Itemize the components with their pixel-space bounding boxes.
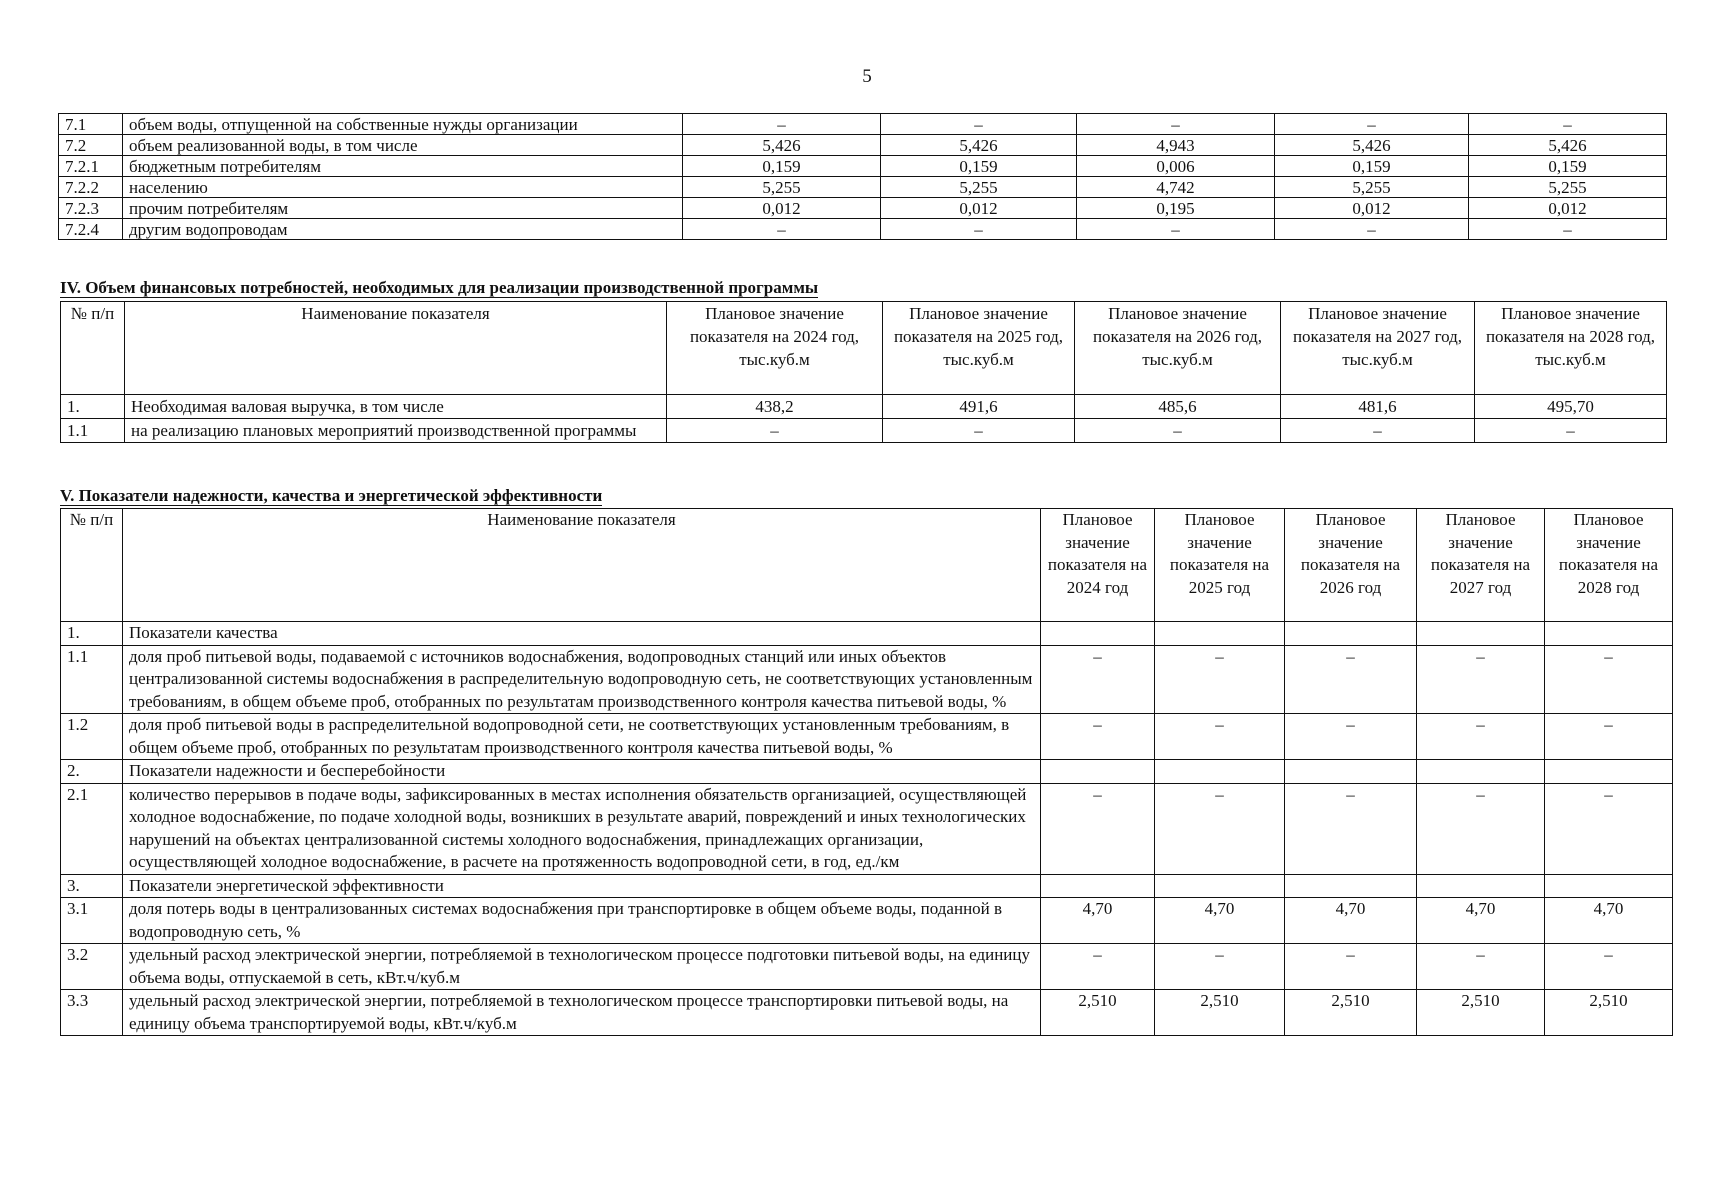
header-plan-value: Плановое значение показателя на 2027 год, тыс.куб.м [1281,302,1475,395]
row-value: 4,70 [1285,898,1417,944]
row-value: 2,510 [1041,990,1155,1036]
row-indicator-name: населению [123,177,683,198]
row-value: 0,012 [1469,198,1667,219]
row-value: 495,70 [1475,395,1667,419]
table-row [59,135,1667,156]
row-value: – [1469,114,1667,135]
table-row [61,783,1673,874]
row-value: – [1075,419,1281,443]
table-row [59,114,1667,135]
row-value: 2,510 [1545,990,1673,1036]
row-value [1545,622,1673,646]
row-value: 0,159 [1275,156,1469,177]
row-value: 0,012 [683,198,881,219]
row-number: 3.1 [61,898,123,944]
row-value [1041,874,1155,898]
row-value: – [1285,944,1417,990]
row-indicator-name: Показатели качества [123,622,1041,646]
header-row [61,509,1673,622]
row-value: – [1155,783,1285,874]
header-number: № п/п [61,302,125,395]
row-value [1041,622,1155,646]
row-value: – [1469,219,1667,240]
row-value: – [1077,219,1275,240]
row-value: 0,012 [881,198,1077,219]
row-value [1155,874,1285,898]
row-value: 0,159 [881,156,1077,177]
row-value: – [1041,783,1155,874]
table-row [61,944,1673,990]
reliability-quality-table [60,508,1673,1036]
row-indicator-name: Показатели энергетической эффективности [123,874,1041,898]
row-number: 7.2 [59,135,123,156]
row-number: 3. [61,874,123,898]
row-value: 5,255 [1469,177,1667,198]
table-row [59,219,1667,240]
row-number: 1.1 [61,645,123,714]
header-indicator-name: Наименование показателя [125,302,667,395]
table-row [61,898,1673,944]
table-row [59,156,1667,177]
row-value: 4,70 [1417,898,1545,944]
table-row [61,395,1667,419]
row-indicator-name: доля проб питьевой воды, подаваемой с источников водоснабжения, водопроводных станций или иных объектов централизованной системы водоснабжения в распределительную водопроводную сеть, не соответствующих установленным требованиям, в общем объеме проб, отобранных по результатам производственного контроля качества питьевой воды, % [123,645,1041,714]
row-indicator-name: прочим потребителям [123,198,683,219]
row-value: – [883,419,1075,443]
row-value [1285,760,1417,784]
row-value: 481,6 [1281,395,1475,419]
row-value: 0,159 [1469,156,1667,177]
row-value: – [1281,419,1475,443]
row-value: – [1285,783,1417,874]
row-indicator-name: на реализацию плановых мероприятий производственной программы [125,419,667,443]
row-number: 7.2.4 [59,219,123,240]
row-value: 5,255 [1275,177,1469,198]
row-value [1285,622,1417,646]
row-indicator-name: объем воды, отпущенной на собственные нужды организации [123,114,683,135]
row-value: 4,943 [1077,135,1275,156]
row-value: – [1417,944,1545,990]
header-plan-value: Плановое значение показателя на 2024 год [1041,509,1155,622]
table-row [61,990,1673,1036]
header-plan-value: Плановое значение показателя на 2028 год [1545,509,1673,622]
row-indicator-name: Показатели надежности и бесперебойности [123,760,1041,784]
financial-needs-table-body [61,302,1667,443]
row-value [1417,760,1545,784]
row-value: 0,006 [1077,156,1275,177]
row-number: 1.1 [61,419,125,443]
row-value: – [1475,419,1667,443]
section-5-title: V. Показатели надежности, качества и энергетической эффективности [60,486,603,505]
row-value: – [881,114,1077,135]
row-value: 4,70 [1545,898,1673,944]
water-volume-table-body [59,114,1667,240]
row-indicator-name: удельный расход электрической энергии, потребляемой в технологическом процессе подготовки питьевой воды, на единицу объема воды, отпускаемой в сеть, кВт.ч/куб.м [123,944,1041,990]
financial-needs-table [60,301,1667,443]
row-value: 2,510 [1417,990,1545,1036]
row-indicator-name: другим водопроводам [123,219,683,240]
row-value [1155,622,1285,646]
row-value: – [1155,714,1285,760]
row-value: 4,742 [1077,177,1275,198]
row-indicator-name: количество перерывов в подаче воды, зафиксированных в местах исполнения обязательств организацией, осуществляющей холодное водоснабжение, по подаче холодной воды, возникших в результате аварий, повреждений и иных технологических нарушений на объектах централизованной системы холодного водоснабжения, принадлежащих организации, осуществляющей холодное водоснабжение, в расчете на протяженность водопроводной сети, в год, ед./км [123,783,1041,874]
row-value: – [1417,645,1545,714]
row-value: – [1275,219,1469,240]
row-value [1041,760,1155,784]
row-value: – [1545,645,1673,714]
row-value: – [683,114,881,135]
row-value: 5,426 [1275,135,1469,156]
row-indicator-name: доля потерь воды в централизованных системах водоснабжения при транспортировке в общем объеме воды, поданной в водопроводную сеть, % [123,898,1041,944]
section-4-title: IV. Объем финансовых потребностей, необходимых для реализации производственной программы [60,278,819,297]
row-value: 4,70 [1041,898,1155,944]
row-indicator-name: доля проб питьевой воды в распределительной водопроводной сети, не соответствующих установленным требованиям, в общем объеме проб, отобранных по результатам производственного контроля качества питьевой воды, % [123,714,1041,760]
row-value [1545,874,1673,898]
header-row [61,302,1667,395]
row-value: – [1545,714,1673,760]
table-row [61,714,1673,760]
row-number: 7.2.2 [59,177,123,198]
table-row [61,874,1673,898]
row-value: – [1275,114,1469,135]
row-value: – [1285,645,1417,714]
row-value: 5,255 [881,177,1077,198]
header-plan-value: Плановое значение показателя на 2028 год, тыс.куб.м [1475,302,1667,395]
row-value: 2,510 [1155,990,1285,1036]
row-indicator-name: объем реализованной воды, в том числе [123,135,683,156]
row-value: 5,426 [683,135,881,156]
row-value: – [1417,714,1545,760]
row-number: 3.2 [61,944,123,990]
row-value: – [1285,714,1417,760]
header-indicator-name: Наименование показателя [123,509,1041,622]
table-row [61,419,1667,443]
page-number: 5 [862,66,872,87]
header-plan-value: Плановое значение показателя на 2026 год, тыс.куб.м [1075,302,1281,395]
row-value: – [1041,944,1155,990]
table-row [61,645,1673,714]
row-value: 5,426 [1469,135,1667,156]
row-value [1545,760,1673,784]
row-value: 438,2 [667,395,883,419]
row-value: – [1041,645,1155,714]
reliability-quality-table-body [61,509,1673,1036]
row-value: – [881,219,1077,240]
row-value: 485,6 [1075,395,1281,419]
header-number: № п/п [61,509,123,622]
row-number: 1. [61,622,123,646]
row-value: 0,195 [1077,198,1275,219]
water-volume-table [58,113,1667,240]
header-plan-value: Плановое значение показателя на 2027 год [1417,509,1545,622]
table-row [59,177,1667,198]
table-row [61,622,1673,646]
row-value: – [1041,714,1155,760]
row-value: 0,012 [1275,198,1469,219]
row-value: 491,6 [883,395,1075,419]
row-number: 1. [61,395,125,419]
table-row [61,760,1673,784]
row-value: – [1155,645,1285,714]
row-value: – [1077,114,1275,135]
header-plan-value: Плановое значение показателя на 2026 год [1285,509,1417,622]
row-number: 2. [61,760,123,784]
row-value [1417,622,1545,646]
row-number: 2.1 [61,783,123,874]
row-value: 2,510 [1285,990,1417,1036]
row-indicator-name: Необходимая валовая выручка, в том числе [125,395,667,419]
row-number: 1.2 [61,714,123,760]
row-value: – [667,419,883,443]
header-plan-value: Плановое значение показателя на 2025 год [1155,509,1285,622]
row-value: 4,70 [1155,898,1285,944]
header-plan-value: Плановое значение показателя на 2024 год, тыс.куб.м [667,302,883,395]
row-number: 7.2.3 [59,198,123,219]
row-value: – [683,219,881,240]
row-number: 3.3 [61,990,123,1036]
header-plan-value: Плановое значение показателя на 2025 год, тыс.куб.м [883,302,1075,395]
row-value [1155,760,1285,784]
table-row [59,198,1667,219]
row-value: – [1417,783,1545,874]
row-value: 5,255 [683,177,881,198]
row-value: – [1545,783,1673,874]
row-value [1285,874,1417,898]
row-number: 7.2.1 [59,156,123,177]
row-value: 0,159 [683,156,881,177]
row-value [1417,874,1545,898]
row-value: – [1155,944,1285,990]
row-indicator-name: бюджетным потребителям [123,156,683,177]
row-value: – [1545,944,1673,990]
row-number: 7.1 [59,114,123,135]
row-value: 5,426 [881,135,1077,156]
row-indicator-name: удельный расход электрической энергии, потребляемой в технологическом процессе транспортировки питьевой воды, на единицу объема транспортируемой воды, кВт.ч/куб.м [123,990,1041,1036]
